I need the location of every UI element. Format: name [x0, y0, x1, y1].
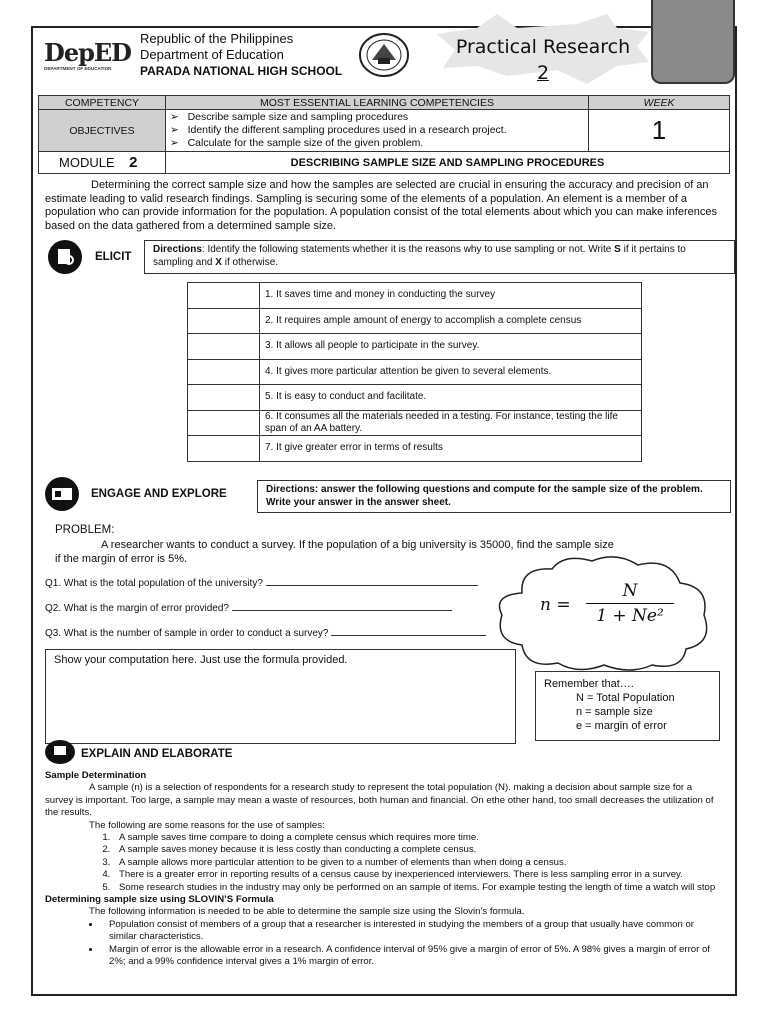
answer-cell[interactable] — [188, 308, 260, 334]
module-label-cell — [39, 152, 166, 174]
formula-denominator: 1 + Ne² — [596, 606, 664, 626]
answer-cell[interactable] — [188, 385, 260, 411]
list-item: 4. There is a greater error in reporting results of a census cause by inexperienced interviewers. There is less sampling error in a survey. — [113, 869, 721, 881]
explain-label: EXPLAIN AND ELABORATE — [81, 748, 233, 760]
list-item: 1. A sample saves time compare to doing a complete census which requires more time. — [113, 832, 721, 844]
objectives-label: OBJECTIVES — [39, 110, 166, 152]
list-item: 2. A sample saves money because it is less costly than conducting a complete census. — [113, 844, 721, 856]
elicit-icon — [48, 240, 82, 274]
slovin-bullets — [45, 919, 721, 969]
question-3: Q3. What is the number of sample in order to conduct a survey? — [45, 625, 486, 639]
problem-text: A researcher wants to conduct a survey. If the population of a big university is 35000, find the sample size if the margin of error is 5%. — [55, 539, 614, 565]
engage-directions: Directions: answer the following questions and compute for the sample size of the problem. Write your answer in the answer sheet. — [257, 480, 731, 513]
table-row — [188, 436, 642, 462]
table-row — [188, 359, 642, 385]
list-item: 3. A sample allows more particular attention to be given to a number of elements than when doing a census. — [113, 857, 721, 869]
sample-heading: Sample Determination — [45, 770, 147, 781]
table-row — [188, 385, 642, 411]
statement-cell: 4. It gives more particular attention be given to several elements. — [260, 359, 642, 385]
table-row — [188, 410, 642, 436]
problem-label: PROBLEM: — [55, 524, 115, 536]
school-seal — [358, 32, 410, 83]
subject-title-line1: Practical Research — [455, 36, 631, 58]
week-header: WEEK — [589, 96, 730, 110]
answer-line[interactable] — [266, 575, 478, 586]
school-name: PARADA NATIONAL HIGH SCHOOL — [140, 64, 343, 78]
question-1: Q1. What is the total population of the university? — [45, 575, 478, 589]
deped-logo-text: DepED — [44, 38, 131, 67]
list-item: • Margin of error is the allowable error in a research. A confidence interval of 95% give a margin of error of 5%. A 98% gives a margin of error of 2%; and a 99% confidence interval gives a 1% margin of error. — [101, 944, 721, 969]
statement-cell: 5. It is easy to conduct and facilitate. — [260, 385, 642, 411]
table-row — [188, 283, 642, 309]
statement-cell: 1. It saves time and money in conducting the survey — [260, 283, 642, 309]
statement-cell: 3. It allows all people to participate in the survey. — [260, 334, 642, 360]
remember-item: n = sample size — [576, 706, 653, 718]
question-2: Q2. What is the margin of error provided? — [45, 600, 452, 614]
answer-cell[interactable] — [188, 359, 260, 385]
slovin-heading: Determining sample size using SLOVIN’S Formula — [45, 894, 274, 906]
answer-cell[interactable] — [188, 283, 260, 309]
slovin-intro: The following information is needed to be able to determine the sample size using the Slovin’s formula. — [89, 906, 525, 918]
answer-line[interactable] — [232, 600, 452, 611]
computation-box[interactable] — [45, 649, 516, 744]
list-item: 5. Some research studies in the industry may only be performed on an sample of items. For example testing the length of time a watch will stop — [113, 882, 721, 894]
module-number: 2 — [129, 154, 138, 171]
explain-content — [45, 770, 721, 969]
answer-cell[interactable] — [188, 436, 260, 462]
elicit-directions: Directions: Identify the following statements whether it is the reasons why to use sampling or not. Write S if it pertains to sampling and X if otherwise. — [144, 240, 735, 274]
reasons-list — [45, 832, 721, 894]
statement-cell: 6. It consumes all the materials needed in a testing. For instance, testing the life span of an AA battery. — [260, 410, 642, 436]
republic-line: Republic of the Philippines — [140, 31, 294, 46]
explain-icon — [45, 740, 75, 764]
remember-title: Remember that…. — [544, 678, 634, 690]
answer-cell[interactable] — [188, 334, 260, 360]
competency-table — [38, 95, 730, 174]
engage-icon — [45, 477, 79, 511]
table-row — [188, 308, 642, 334]
objectives-cell — [166, 110, 589, 152]
intro-paragraph: Determining the correct sample size and how the samples are selected are crucial in ensuring the accuracy and precision of an estimate leading to valid research findings. Sampling is securing some of the elements of a population. An element is a member of a population who can provide information for the population. A population consist of the total elements about which you can make inferences based on the data gathered from a determined sample size. — [45, 179, 718, 232]
answer-line[interactable] — [331, 625, 486, 636]
corner-tab — [651, 0, 735, 84]
subject-title-box — [437, 28, 649, 83]
objective-item: ➢ Calculate for the sample size of the given problem. — [170, 137, 424, 149]
school-header — [140, 31, 342, 79]
week-number: 1 — [589, 110, 730, 152]
deped-logo — [44, 40, 132, 76]
formula-numerator: N — [622, 581, 638, 601]
remember-item: N = Total Population — [576, 692, 675, 704]
reasons-intro: The following are some reasons for the use of samples: — [89, 819, 325, 831]
module-title: DESCRIBING SAMPLE SIZE AND SAMPLING PROCEDURES — [166, 152, 730, 174]
department-line: Department of Education — [140, 47, 284, 62]
remember-item: e = margin of error — [576, 720, 667, 732]
engage-label: ENGAGE AND EXPLORE — [91, 488, 227, 500]
formula-cloud — [492, 553, 714, 673]
computation-prompt: Show your computation here. Just use the formula provided. — [54, 654, 348, 666]
objective-item: ➢ Identify the different sampling procedures used in a research project. — [170, 124, 507, 136]
remember-box — [535, 671, 720, 741]
list-item: • Population consist of members of a group that a researcher is interested in studying the members of a group that usually have common or similar characteristics. — [101, 919, 721, 944]
subject-title-line2: 2 — [536, 62, 550, 84]
elicit-label: ELICIT — [95, 251, 132, 263]
statement-cell: 7. It give greater error in terms of results — [260, 436, 642, 462]
melc-header: MOST ESSENTIAL LEARNING COMPETENCIES — [166, 96, 589, 110]
sample-paragraph: A sample (n) is a selection of respondents for a research study to represent the total population (N). making a decision about sample size for a survey is important. Too large, a sample may mean a waste of resources, both human and financial. On ethe other hand, too small decreases the utilization of the results. — [45, 782, 714, 819]
formula-lhs: n = — [540, 595, 571, 615]
deped-logo-subtext: DEPARTMENT OF EDUCATION — [44, 66, 112, 71]
answer-cell[interactable] — [188, 410, 260, 436]
competency-header: COMPETENCY — [39, 96, 166, 110]
module-label: MODULE — [59, 155, 115, 170]
subject-title — [437, 34, 649, 86]
objective-item: ➢ Describe sample size and sampling procedures — [170, 111, 409, 123]
statement-cell: 2. It requires ample amount of energy to accomplish a complete census — [260, 308, 642, 334]
elicit-table — [187, 282, 642, 462]
table-row — [188, 334, 642, 360]
